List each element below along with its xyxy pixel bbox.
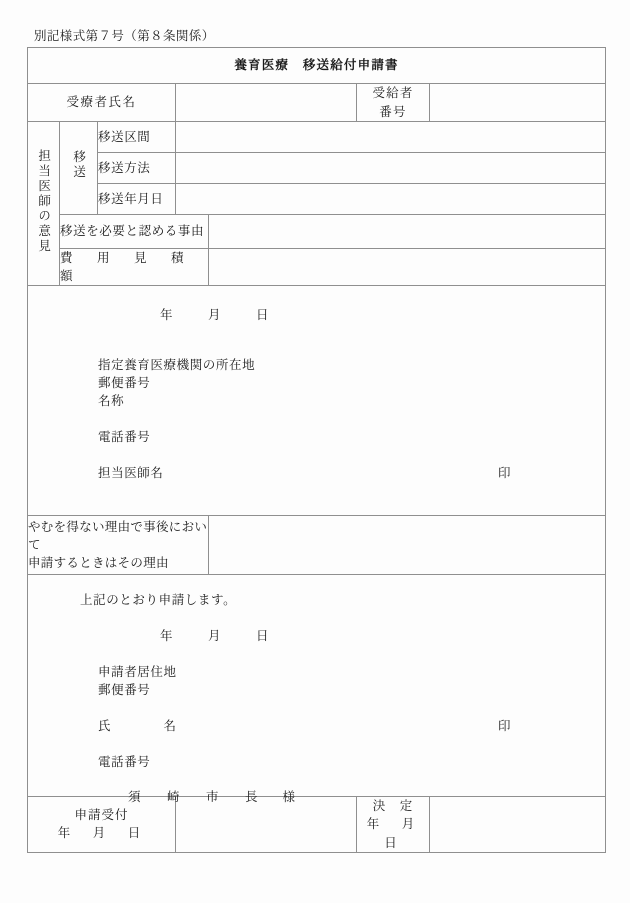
late-reason-label-line2: 申請するときはその理由	[28, 555, 169, 571]
applicant-date-year: 年	[160, 628, 173, 644]
decision-date-label: 年 月 日	[366, 816, 437, 850]
reception-label-text: 申請受付	[74, 807, 129, 823]
applicant-name-label: 氏 名	[98, 718, 177, 734]
cost-estimate-label: 費 用 見 積 額	[60, 249, 209, 286]
decision-input[interactable]	[430, 797, 606, 852]
late-reason-label	[28, 516, 209, 575]
applicant-declaration-row	[28, 575, 606, 797]
applicant-date-month: 月	[208, 628, 221, 644]
applicant-date-line[interactable]	[160, 627, 269, 645]
institution-postal-code-label: 郵便番号	[98, 375, 151, 391]
footer-row	[28, 797, 606, 852]
applicant-postal-code-label: 郵便番号	[98, 682, 151, 698]
doctor-seal-mark: 印	[498, 465, 511, 481]
recipient-number-label-line2: 番号	[379, 103, 407, 119]
doctor-date-month: 月	[208, 307, 221, 323]
applicant-residence-label: 申請者居住地	[98, 664, 177, 680]
decision-label-text: 決 定	[372, 798, 414, 814]
applicant-seal-mark: 印	[498, 718, 511, 734]
transport-method-label: 移送方法	[98, 153, 176, 184]
transport-date-input[interactable]	[176, 184, 606, 215]
late-reason-input[interactable]	[209, 516, 606, 575]
application-statement: 上記のとおり申請します。	[80, 592, 237, 608]
addressee-name: 須 崎 市 長	[128, 789, 265, 805]
recipient-number-input[interactable]	[430, 84, 606, 122]
transport-segment-label: 移送区間	[98, 122, 176, 153]
transport-date-row	[28, 184, 606, 215]
doctor-opinion-section-label: 担当医師の意見	[28, 122, 60, 286]
institution-phone-label: 電話番号	[98, 429, 151, 445]
transport-method-input[interactable]	[176, 153, 606, 184]
recipient-number-label	[357, 84, 430, 122]
transport-reason-label: 移送を必要と認める事由	[60, 215, 209, 249]
doctor-date-day: 日	[256, 307, 269, 323]
transport-reason-row	[28, 215, 606, 249]
applicant-date-day: 日	[256, 628, 269, 644]
document-reference: 別記様式第７号（第８条関係）	[34, 28, 215, 43]
applicant-phone-label: 電話番号	[98, 754, 151, 770]
doctor-declaration-block	[28, 286, 606, 516]
addressee-line	[128, 788, 295, 806]
institution-name-label: 名称	[98, 393, 125, 409]
doctor-name-label: 担当医師名	[98, 465, 164, 481]
cost-estimate-input[interactable]	[209, 249, 606, 286]
transport-date-label: 移送年月日	[98, 184, 176, 215]
transport-section-row	[28, 122, 606, 153]
applicant-declaration-block	[28, 575, 606, 805]
application-form-table	[27, 47, 606, 853]
late-reason-row	[28, 516, 606, 575]
patient-row	[28, 84, 606, 122]
transport-label: 移送	[60, 122, 98, 215]
transport-reason-input[interactable]	[209, 215, 606, 249]
cost-estimate-row	[28, 249, 606, 286]
decision-label	[357, 797, 437, 852]
addressee-honorific: 様	[282, 789, 296, 805]
doctor-date-line[interactable]	[160, 306, 269, 324]
patient-name-input[interactable]	[176, 84, 357, 122]
title-row	[28, 48, 606, 84]
doctor-declaration-row	[28, 286, 606, 516]
doctor-date-year: 年	[160, 307, 173, 323]
recipient-number-label-line1: 受給者	[372, 85, 414, 101]
reception-date-label: 年 月 日	[57, 825, 146, 841]
patient-name-label: 受療者氏名	[28, 84, 176, 122]
late-reason-label-line1: やむを得ない理由で事後において	[28, 519, 208, 553]
institution-address-label: 指定養育医療機関の所在地	[98, 357, 256, 373]
form-title: 養育医療 移送給付申請書	[28, 48, 606, 84]
transport-segment-input[interactable]	[176, 122, 606, 153]
transport-method-row	[28, 153, 606, 184]
